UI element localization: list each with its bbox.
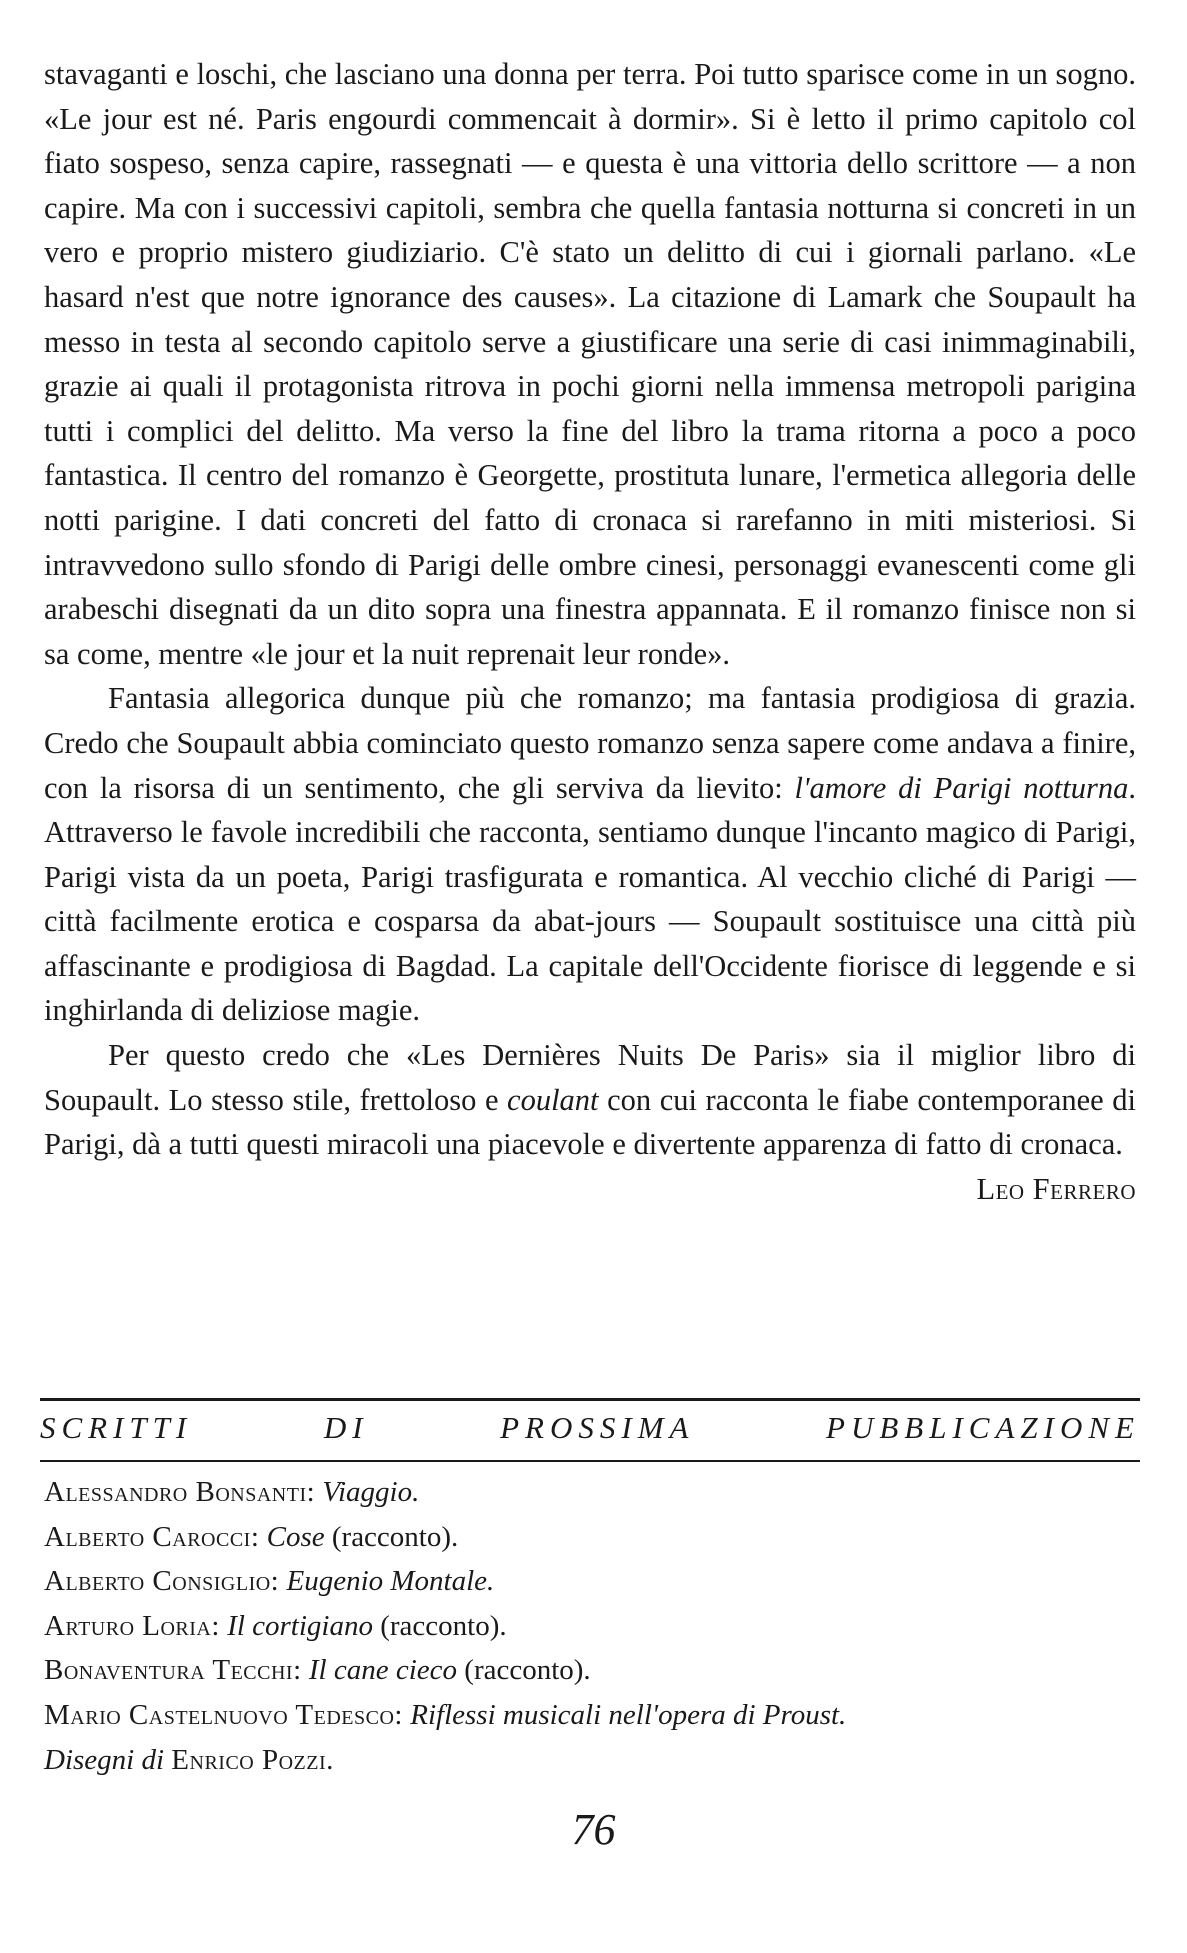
section-rule-top xyxy=(40,1398,1140,1401)
paragraph-3 xyxy=(44,1033,1136,1206)
list-item xyxy=(44,1559,1136,1604)
paragraph-2-italic: l'amore di Parigi notturna xyxy=(794,770,1129,805)
entry-work: Riflessi musicali nell'opera di Proust. xyxy=(410,1698,847,1731)
entry-author: Alessandro Bonsanti: xyxy=(44,1476,316,1508)
paragraph-3-text-a: Per questo credo che «Les Dernières Nuits De Paris» sia il miglior libro di Soupault. Lo stesso stile, frettoloso e xyxy=(44,1038,1136,1117)
article-text xyxy=(44,52,1136,1211)
list-item xyxy=(44,1604,1136,1649)
entry-author: Arturo Loria: xyxy=(44,1609,220,1642)
entry-work: Il cortigiano xyxy=(227,1609,373,1642)
entry-author: Alberto Consiglio: xyxy=(44,1565,280,1598)
drawings-credit xyxy=(44,1738,1136,1783)
drawings-prefix: Disegni di xyxy=(44,1743,165,1776)
entry-author: Bonaventura Tecchi: xyxy=(44,1654,302,1687)
author-signature: Leo Ferrero xyxy=(976,1171,1136,1206)
section-heading xyxy=(40,1406,1140,1450)
entry-note: (racconto). xyxy=(380,1609,507,1642)
list-item xyxy=(44,1470,1136,1515)
entry-note: (racconto). xyxy=(464,1654,591,1687)
paragraph-2-text-b: . Attraverso le favole incredibili che racconta, sentiamo dunque l'incanto magico di Parigi, Parigi vista da un poeta, Parigi trasfigurata e romantica. Al vecchio cliché di Parigi — città facilmente erotica e cosparsa da abat-jours — Soupault sostituisce una città più affascinante e prodigiosa di Bagdad. La capitale dell'Occidente fiorisce di leggende e si inghirlanda di deliziose magie. xyxy=(44,770,1136,1028)
entry-work: Eugenio Montale. xyxy=(286,1565,495,1598)
paragraph-2 xyxy=(44,676,1136,1033)
list-item xyxy=(44,1515,1136,1560)
entry-work: Viaggio. xyxy=(322,1476,420,1508)
paragraph-3-italic: coulant xyxy=(507,1082,599,1117)
section-heading-word: DI xyxy=(323,1410,369,1445)
entry-work: Il cane cieco xyxy=(308,1654,458,1687)
drawings-artist: Enrico Pozzi. xyxy=(171,1743,334,1776)
paragraph-1: stavaganti e loschi, che lasciano una donna per terra. Poi tutto sparisce come in un sogno. «Le jour est né. Paris engourdi commencait à dormir». Si è letto il primo capitolo col fiato sospeso, senza capire, rassegnati — e questa è una vittoria dello scrittore — a non capire. Ma con i successivi capitoli, sembra che quella fantasia notturna si concreti in un vero e proprio mistero giudiziario. C'è stato un delitto di cui i giornali parlano. «Le hasard n'est que notre ignorance des causes». La citazione di Lamark che Soupault ha messo in testa al secondo capitolo serve a giustificare una serie di casi inimmaginabili, grazie ai quali il protagonista ritrova in pochi giorni nella immensa metropoli parigina tutti i complici del delitto. Ma verso la fine del libro la trama ritorna a poco a poco fantastica. Il centro del romanzo è Georgette, prostituta lunare, l'ermetica allegoria delle notti parigine. I dati concreti del fatto di cronaca si rarefanno in miti misteriosi. Si intravvedono sullo sfondo di Parigi delle ombre cinesi, personaggi evanescenti come gli arabeschi disegnati da un dito sopra una finestra appannata. E il romanzo finisce non si sa come, mentre «le jour et la nuit reprenait leur ronde». xyxy=(44,57,1136,671)
entry-work: Cose xyxy=(266,1520,325,1553)
paragraph-3-text-b: con cui racconta le fiabe contemporanee di Parigi, dà a tutti questi miracoli una piacevole e divertente apparenza di fatto di cronaca. xyxy=(44,1082,1136,1162)
entry-author: Mario Castelnuovo Tedesco: xyxy=(44,1698,403,1731)
section-heading-word: PUBBLICAZIONE xyxy=(826,1410,1140,1445)
list-item xyxy=(44,1693,1136,1738)
section-rule-bottom xyxy=(40,1460,1140,1462)
section-heading-word: SCRITTI xyxy=(40,1410,193,1445)
list-item xyxy=(44,1648,1136,1693)
paragraph-2-text-a: Fantasia allegorica dunque più che romanzo; ma fantasia prodigiosa di grazia. Credo che Soupault abbia cominciato questo romanzo senza sapere come andava a finire, con la risorsa di un sentimento, che gli serviva da lievito: xyxy=(44,681,1136,805)
entry-author: Alberto Carocci: xyxy=(44,1520,260,1553)
entry-note: (racconto). xyxy=(331,1520,459,1553)
page-number: 76 xyxy=(571,1805,616,1854)
forthcoming-list xyxy=(44,1470,1136,1782)
section-heading-word: PROSSIMA xyxy=(500,1410,695,1445)
